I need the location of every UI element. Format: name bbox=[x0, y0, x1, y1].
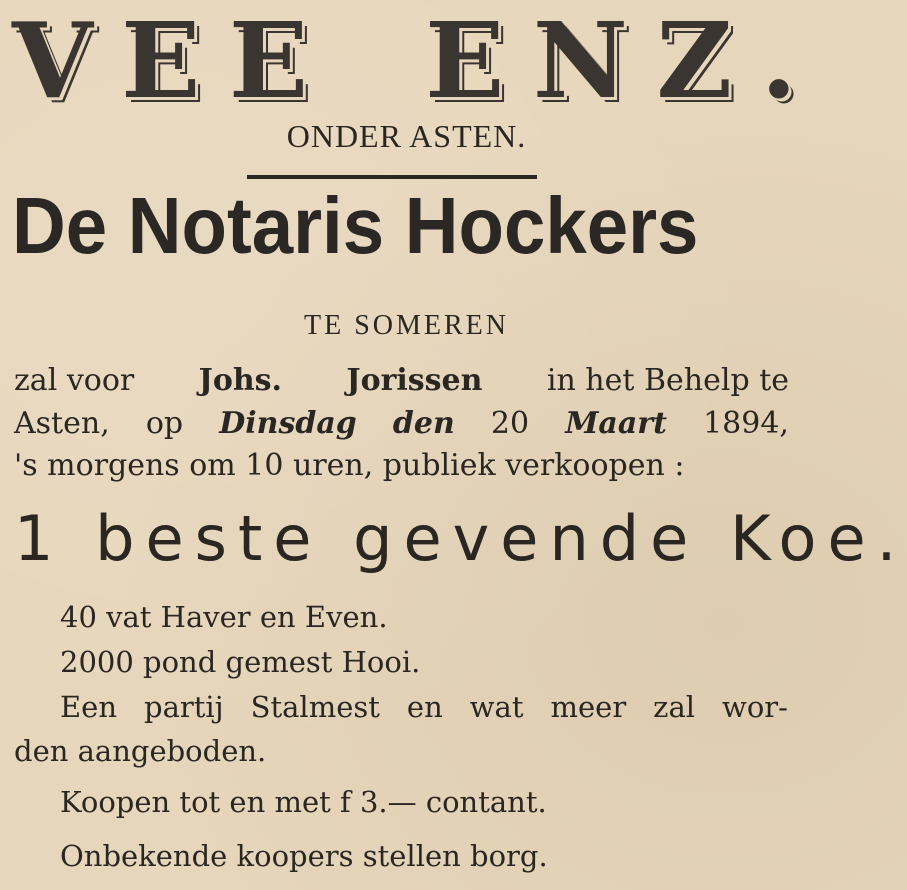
notary-name: De Notaris Hockers bbox=[12, 181, 699, 270]
item-manure bbox=[60, 690, 788, 724]
sale-date: 20 bbox=[490, 406, 530, 441]
word: zal bbox=[653, 690, 696, 724]
word: wor- bbox=[722, 690, 788, 724]
headline-letter: N bbox=[532, 0, 628, 122]
word: wat bbox=[469, 690, 524, 724]
word: Een bbox=[60, 690, 118, 724]
text-op: op bbox=[145, 406, 184, 441]
divider-rule bbox=[247, 175, 537, 179]
text-pre: zal voor bbox=[14, 363, 135, 398]
sale-year: 1894, bbox=[703, 406, 789, 441]
main-item-cow: 1 beste gevende Koe. bbox=[14, 502, 907, 575]
headline-letter: E bbox=[425, 0, 505, 122]
headline-letter: V bbox=[12, 0, 93, 122]
headline-letter: Z bbox=[656, 0, 733, 122]
announcement-line-1 bbox=[14, 363, 789, 398]
word: en bbox=[406, 690, 443, 724]
text-den: den bbox=[392, 406, 455, 441]
item-hay: 2000 pond gemest Hooi. bbox=[60, 645, 421, 679]
word: meer bbox=[550, 690, 627, 724]
word: partij bbox=[144, 690, 224, 724]
notary-place: TE SOMEREN bbox=[304, 310, 509, 341]
item-manure-continuation: den aangeboden. bbox=[14, 734, 267, 768]
sale-month: Maart bbox=[565, 406, 667, 441]
text-post: in het Behelp te bbox=[546, 363, 789, 398]
subtitle-onder-asten: ONDER ASTEN. bbox=[286, 118, 527, 154]
seller-last-name: Jorissen bbox=[346, 363, 483, 398]
item-oats: 40 vat Haver en Even. bbox=[60, 600, 388, 634]
payment-terms: Koopen tot en met f 3.— contant. bbox=[60, 785, 547, 819]
announcement-line-2 bbox=[14, 406, 789, 441]
headline-letter: E bbox=[228, 0, 309, 122]
sale-place: Asten, bbox=[14, 406, 110, 441]
headline-letter: E bbox=[121, 0, 201, 122]
seller-first-name: Johs. bbox=[198, 363, 282, 398]
sale-day: Dinsdag bbox=[219, 406, 357, 441]
headline-letter: . bbox=[760, 0, 797, 122]
guarantee-note: Onbekende koopers stellen borg. bbox=[60, 839, 548, 873]
announcement-line-3: 's morgens om 10 uren, publiek verkoopen : bbox=[14, 448, 685, 483]
headline-vee-enz bbox=[12, 2, 797, 120]
word: Stalmest bbox=[250, 690, 380, 724]
